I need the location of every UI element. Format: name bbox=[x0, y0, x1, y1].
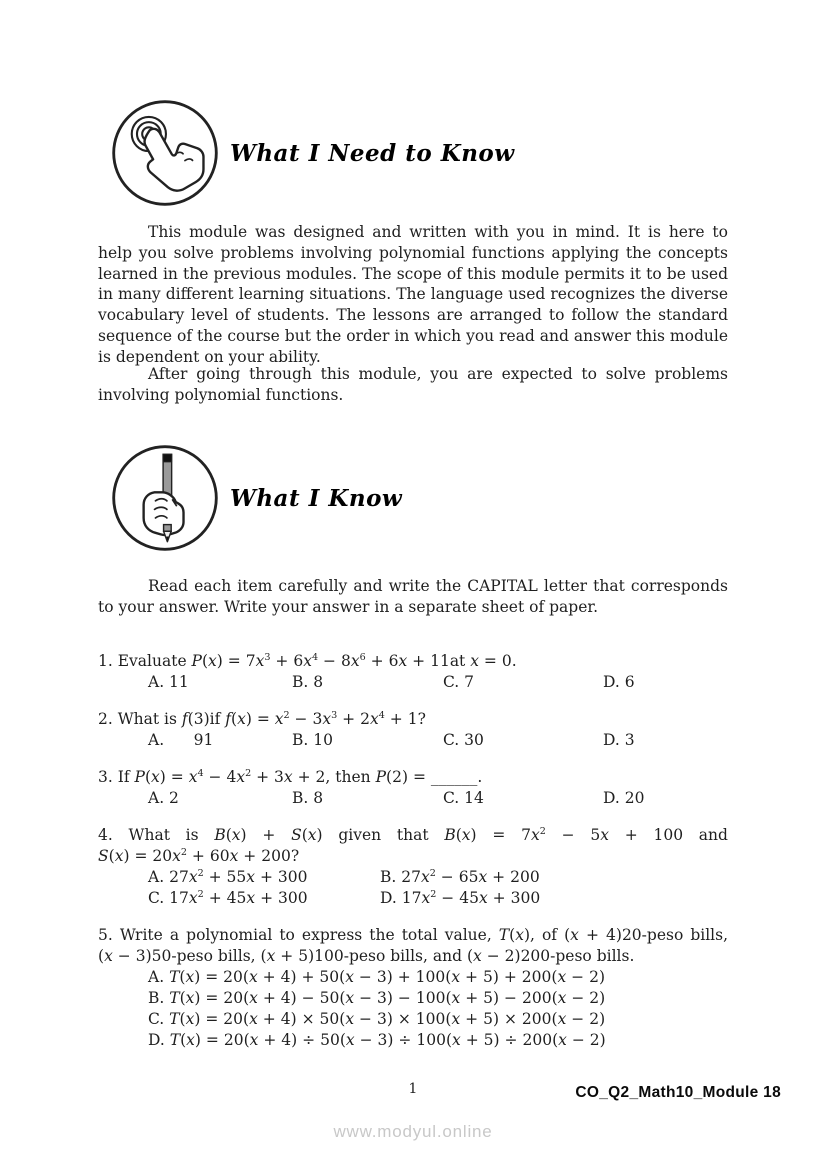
math-expression: f(3) bbox=[181, 710, 210, 728]
section-header-what-i-know bbox=[108, 441, 402, 555]
question-text: $S(x) = 20x^2 + 60x + 200$? bbox=[98, 846, 300, 865]
question-text: 5. Write a polynomial to express the total value, T(x), of (x + 4)20-peso bills, bbox=[98, 926, 728, 944]
math-expression: T(x) = 20(x + 4) × 50(x − 3) × 100(x + 5) × 200(x − 2) bbox=[169, 1010, 606, 1028]
math-expression: x = 0 bbox=[470, 652, 512, 670]
watermark: www.modyul.online bbox=[333, 1122, 493, 1141]
question-text: 2. What is f(3)if $f(x) = x^2 - 3x^3 + 2x^4 + 1$? bbox=[98, 709, 426, 728]
math-expression: (x − 3) bbox=[98, 947, 152, 965]
questions bbox=[98, 651, 728, 1067]
question-text: (x − 3)50-peso bills, (x + 5)100-peso bills, and (x − 2)200-peso bills. bbox=[98, 947, 635, 965]
answer-option: C. 14 bbox=[443, 789, 484, 807]
math-expression: (x + 4) bbox=[564, 926, 622, 944]
question-3 bbox=[98, 767, 728, 809]
question-1 bbox=[98, 651, 728, 693]
math-expression: P(2) bbox=[375, 768, 409, 786]
math-expression: (x + 5) bbox=[260, 947, 315, 965]
section-title: What I Know bbox=[230, 484, 403, 512]
question-2 bbox=[98, 709, 728, 751]
answer-option: A. 11 bbox=[148, 673, 189, 691]
answer-option: B. 8 bbox=[292, 789, 324, 807]
answer-option: D. 6 bbox=[603, 673, 635, 691]
answer-option: B. 10 bbox=[292, 731, 333, 749]
answer-option: C. 7 bbox=[443, 673, 475, 691]
hand-holding-pencil-icon bbox=[108, 441, 222, 555]
answer-options bbox=[98, 672, 728, 693]
answer-option: A. T(x) = 20(x + 4) + 50(x − 3) + 100(x + 5) + 200(x − 2) bbox=[148, 968, 606, 986]
answer-option: A. 2 bbox=[148, 789, 179, 807]
question-4 bbox=[98, 825, 728, 909]
answer-option: C. T(x) = 20(x + 4) × 50(x − 3) × 100(x + 5) × 200(x − 2) bbox=[148, 1010, 606, 1028]
math-expression: $27x^2 - 65x + 200$ bbox=[401, 867, 540, 886]
question-5 bbox=[98, 925, 728, 1051]
answer-option: D. 3 bbox=[603, 731, 635, 749]
answer-option: B. $27x^2 - 65x + 200$ bbox=[380, 867, 540, 886]
math-expression: $17x^2 - 45x + 300$ bbox=[401, 888, 541, 907]
math-expression: T(x) bbox=[498, 926, 531, 944]
math-expression: T(x) = 20(x + 4) − 50(x − 3) − 100(x + 5) − 200(x − 2) bbox=[169, 989, 606, 1007]
answer-option: C. $17x^2 + 45x + 300$ bbox=[148, 888, 308, 907]
answer-options bbox=[98, 967, 728, 1051]
answer-options bbox=[98, 867, 728, 909]
answer-option: D. $17x^2 - 45x + 300$ bbox=[380, 888, 541, 907]
math-expression: $P(x) = x^4 - 4x^2 + 3x + 2$ bbox=[134, 767, 326, 786]
math-expression: B(x) + S(x) bbox=[214, 826, 323, 844]
math-expression: $P(x) = 7x^3 + 6x^4 - 8x^6 + 6x + 11$ bbox=[191, 651, 450, 670]
objective-paragraph: After going through this module, you are expected to solve problems involving polynomial functions. bbox=[98, 365, 728, 404]
touch-finger-icon bbox=[108, 96, 222, 210]
math-expression: (x − 2) bbox=[466, 947, 521, 965]
math-expression: $17x^2 + 45x + 300$ bbox=[169, 888, 308, 907]
answer-option: D. T(x) = 20(x + 4) ÷ 50(x − 3) ÷ 100(x + 5) ÷ 200(x − 2) bbox=[148, 1031, 606, 1049]
answer-option: A. $27x^2 + 55x + 300$ bbox=[148, 867, 308, 886]
math-expression: $f(x) = x^2 - 3x^3 + 2x^4 + 1$ bbox=[225, 709, 418, 728]
answer-option: D. 20 bbox=[603, 789, 645, 807]
math-expression: $27x^2 + 55x + 300$ bbox=[169, 867, 308, 886]
math-expression: T(x) = 20(x + 4) + 50(x − 3) + 100(x + 5) + 200(x − 2) bbox=[169, 968, 606, 986]
question-text: 1. Evaluate $P(x) = 7x^3 + 6x^4 - 8x^6 + 6x + 11at$ x = 0. bbox=[98, 651, 517, 670]
answer-option: C. 30 bbox=[443, 731, 484, 749]
section-title: What I Need to Know bbox=[230, 139, 515, 167]
page-number: 1 bbox=[408, 1081, 418, 1097]
answer-option: A. 91 bbox=[148, 731, 214, 749]
answer-options bbox=[98, 788, 728, 809]
test-instructions: Read each item carefully and write the CAPITAL letter that corresponds to your answer. Write your answer in a separate sheet of paper. bbox=[98, 577, 728, 616]
math-expression: T(x) = 20(x + 4) ÷ 50(x − 3) ÷ 100(x + 5) ÷ 200(x − 2) bbox=[169, 1031, 606, 1049]
math-expression: $S(x) = 20x^2 + 60x + 200$ bbox=[98, 846, 291, 865]
question-text: 3. If $P(x) = x^4 - 4x^2 + 3x + 2$, then P(2) = ______. bbox=[98, 767, 483, 786]
answer-options bbox=[98, 730, 728, 751]
answer-option: B. T(x) = 20(x + 4) − 50(x − 3) − 100(x + 5) − 200(x − 2) bbox=[148, 989, 606, 1007]
module-code: CO_Q2_Math10_Module 18 bbox=[575, 1084, 781, 1101]
intro-paragraph: This module was designed and written with you in mind. It is here to help you solve problems involving polynomial functions applying the concepts learned in the previous modules. The scope of this module permits it to be used in many different learning situations. The language used recognizes the diverse vocabulary level of students. The lessons are arranged to follow the standard sequence of the course but the order in which you read and answer this module is dependent on your ability. bbox=[98, 223, 728, 366]
answer-option: B. 8 bbox=[292, 673, 324, 691]
section-header-what-i-need-to-know bbox=[108, 96, 515, 210]
math-expression: $B(x) = 7x^2 - 5x + 100$ bbox=[444, 825, 684, 844]
question-text: 4. What is B(x) + S(x) given that $B(x) = 7x^2 - 5x + 100$ and bbox=[98, 825, 728, 844]
